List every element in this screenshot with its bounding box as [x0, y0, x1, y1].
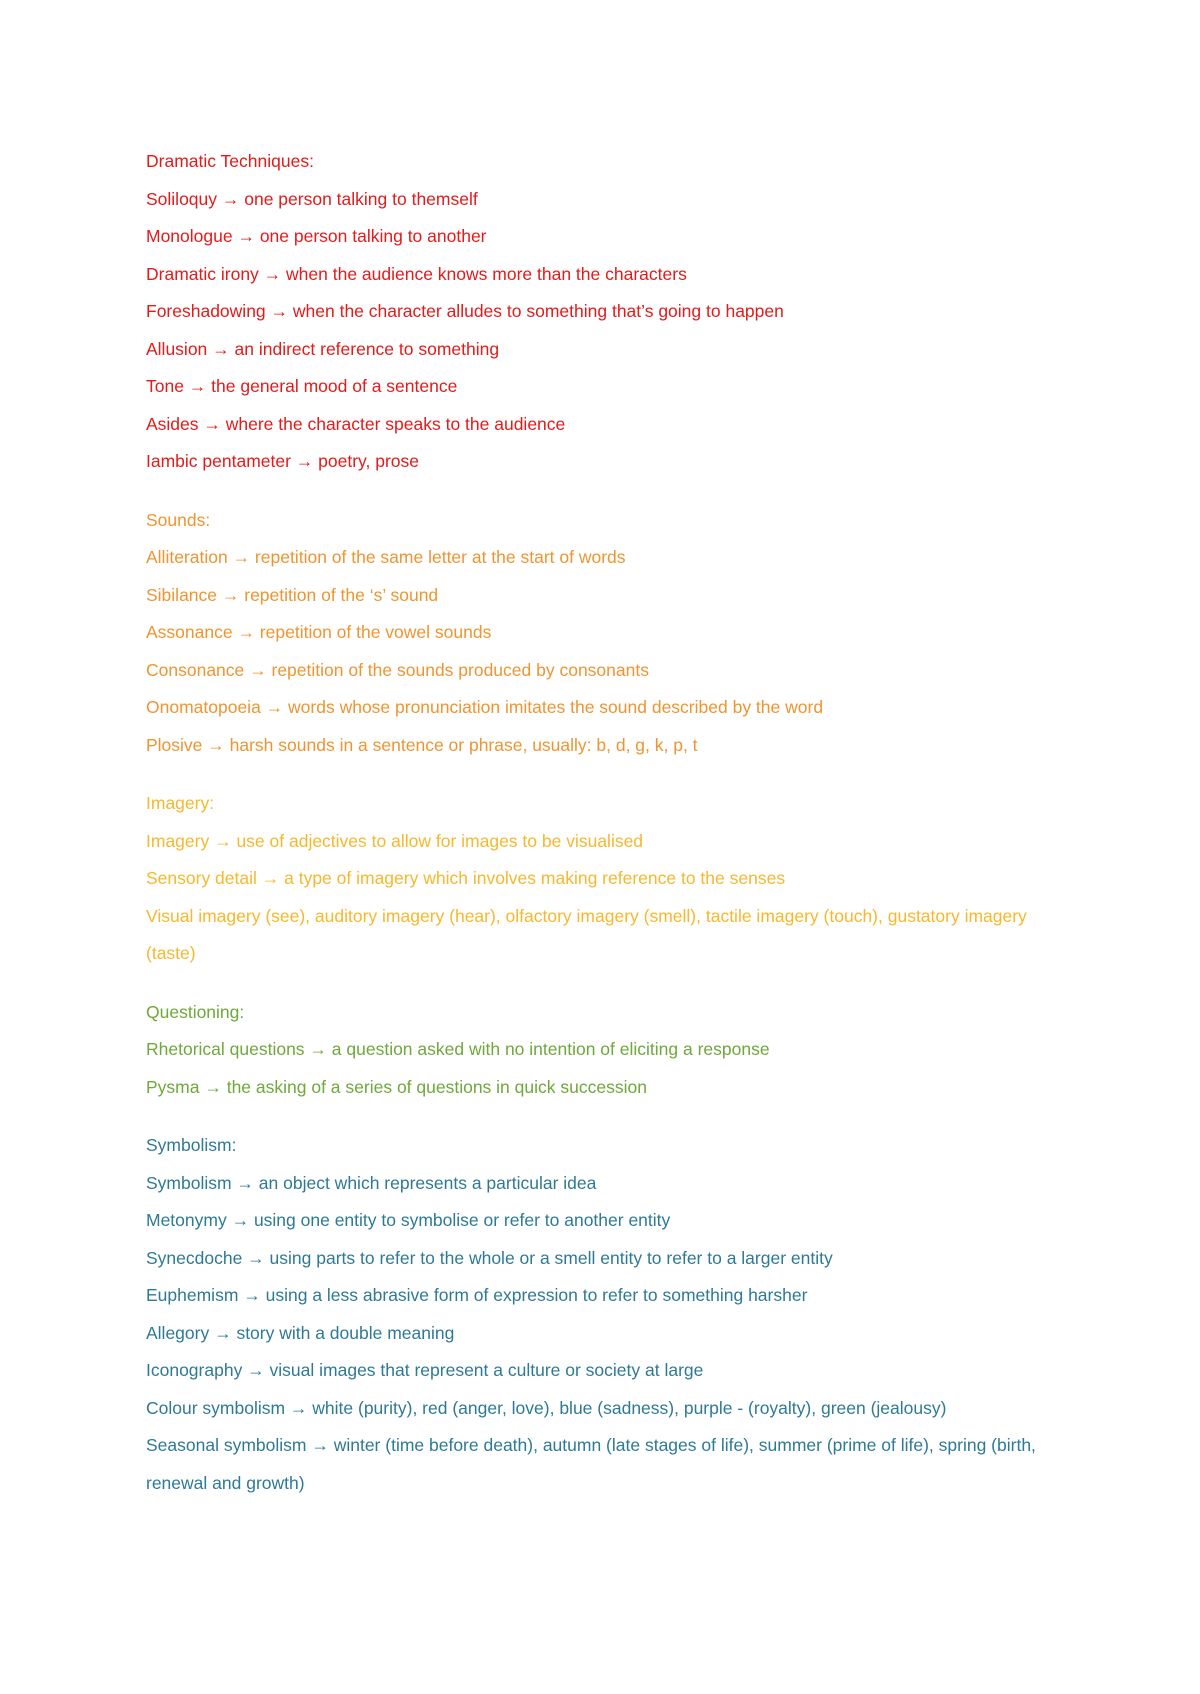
definition-line: Seasonal symbolism → winter (time before death), autumn (late stages of life), summer (prime of life), spring (birth, renewal and growth) [146, 1435, 1036, 1493]
definition-line: Symbolism → an object which represents a particular idea [146, 1172, 597, 1193]
definition-line: Alliteration → repetition of the same letter at the start of words [146, 547, 626, 567]
definition-line: Metonymy → using one entity to symbolise or refer to another entity [146, 1210, 671, 1230]
definition-line: Tone → the general mood of a sentence [146, 376, 458, 396]
definition-line: Assonance → repetition of the vowel sounds [146, 622, 492, 642]
section-heading: Dramatic Techniques: [146, 151, 314, 171]
definition-line: Pysma → the asking of a series of questions in quick succession [146, 1076, 647, 1097]
definition-line: Dramatic irony → when the audience knows more than the characters [146, 263, 687, 284]
definition-line: Onomatopoeia → words whose pronunciation imitates the sound described by the word [146, 697, 824, 717]
definition-line: Asides → where the character speaks to the audience [146, 413, 566, 434]
definition-line: Soliloquy → one person talking to themself [146, 188, 478, 209]
definition-line: Monologue → one person talking to another [146, 226, 487, 246]
section-heading: Questioning: [146, 1001, 245, 1022]
definition-line: Imagery → use of adjectives to allow for images to be visualised [146, 830, 644, 851]
section-heading: Imagery: [146, 793, 215, 813]
section [146, 502, 1076, 765]
section [146, 143, 1076, 481]
definition-line: Colour symbolism → white (purity), red (anger, love), blue (sadness), purple - (royalty), green (jealousy) [146, 1397, 947, 1418]
definition-line: Iconography → visual images that represent a culture or society at large [146, 1360, 704, 1380]
definition-line: Consonance → repetition of the sounds produced by consonants [146, 659, 649, 680]
definition-line: Sensory detail → a type of imagery which involves making reference to the senses [146, 868, 786, 888]
section [146, 785, 1076, 973]
section-heading: Sounds: [146, 509, 211, 530]
definition-line: Foreshadowing → when the character alludes to something that’s going to happen [146, 301, 784, 321]
definition-line: Synecdoche → using parts to refer to the whole or a smell entity to refer to a larger entity [146, 1247, 833, 1268]
definition-line: Rhetorical questions → a question asked with no intention of eliciting a response [146, 1039, 770, 1059]
definition-line: Sibilance → repetition of the ‘s’ sound [146, 584, 439, 605]
definition-line: Plosive → harsh sounds in a sentence or phrase, usually: b, d, g, k, p, t [146, 734, 698, 755]
section [146, 994, 1076, 1107]
section-heading: Symbolism: [146, 1135, 237, 1155]
definition-line: Allegory → story with a double meaning [146, 1322, 455, 1343]
definition-line: Allusion → an indirect reference to something [146, 338, 500, 359]
definition-line: Euphemism → using a less abrasive form of expression to refer to something harsher [146, 1285, 808, 1305]
definition-line: Iambic pentameter → poetry, prose [146, 451, 419, 471]
document-body [146, 143, 1076, 1502]
section [146, 1127, 1076, 1502]
definition-line: Visual imagery (see), auditory imagery (hear), olfactory imagery (smell), tactile imagery (touch), gustatory imagery (taste) [146, 905, 1027, 963]
